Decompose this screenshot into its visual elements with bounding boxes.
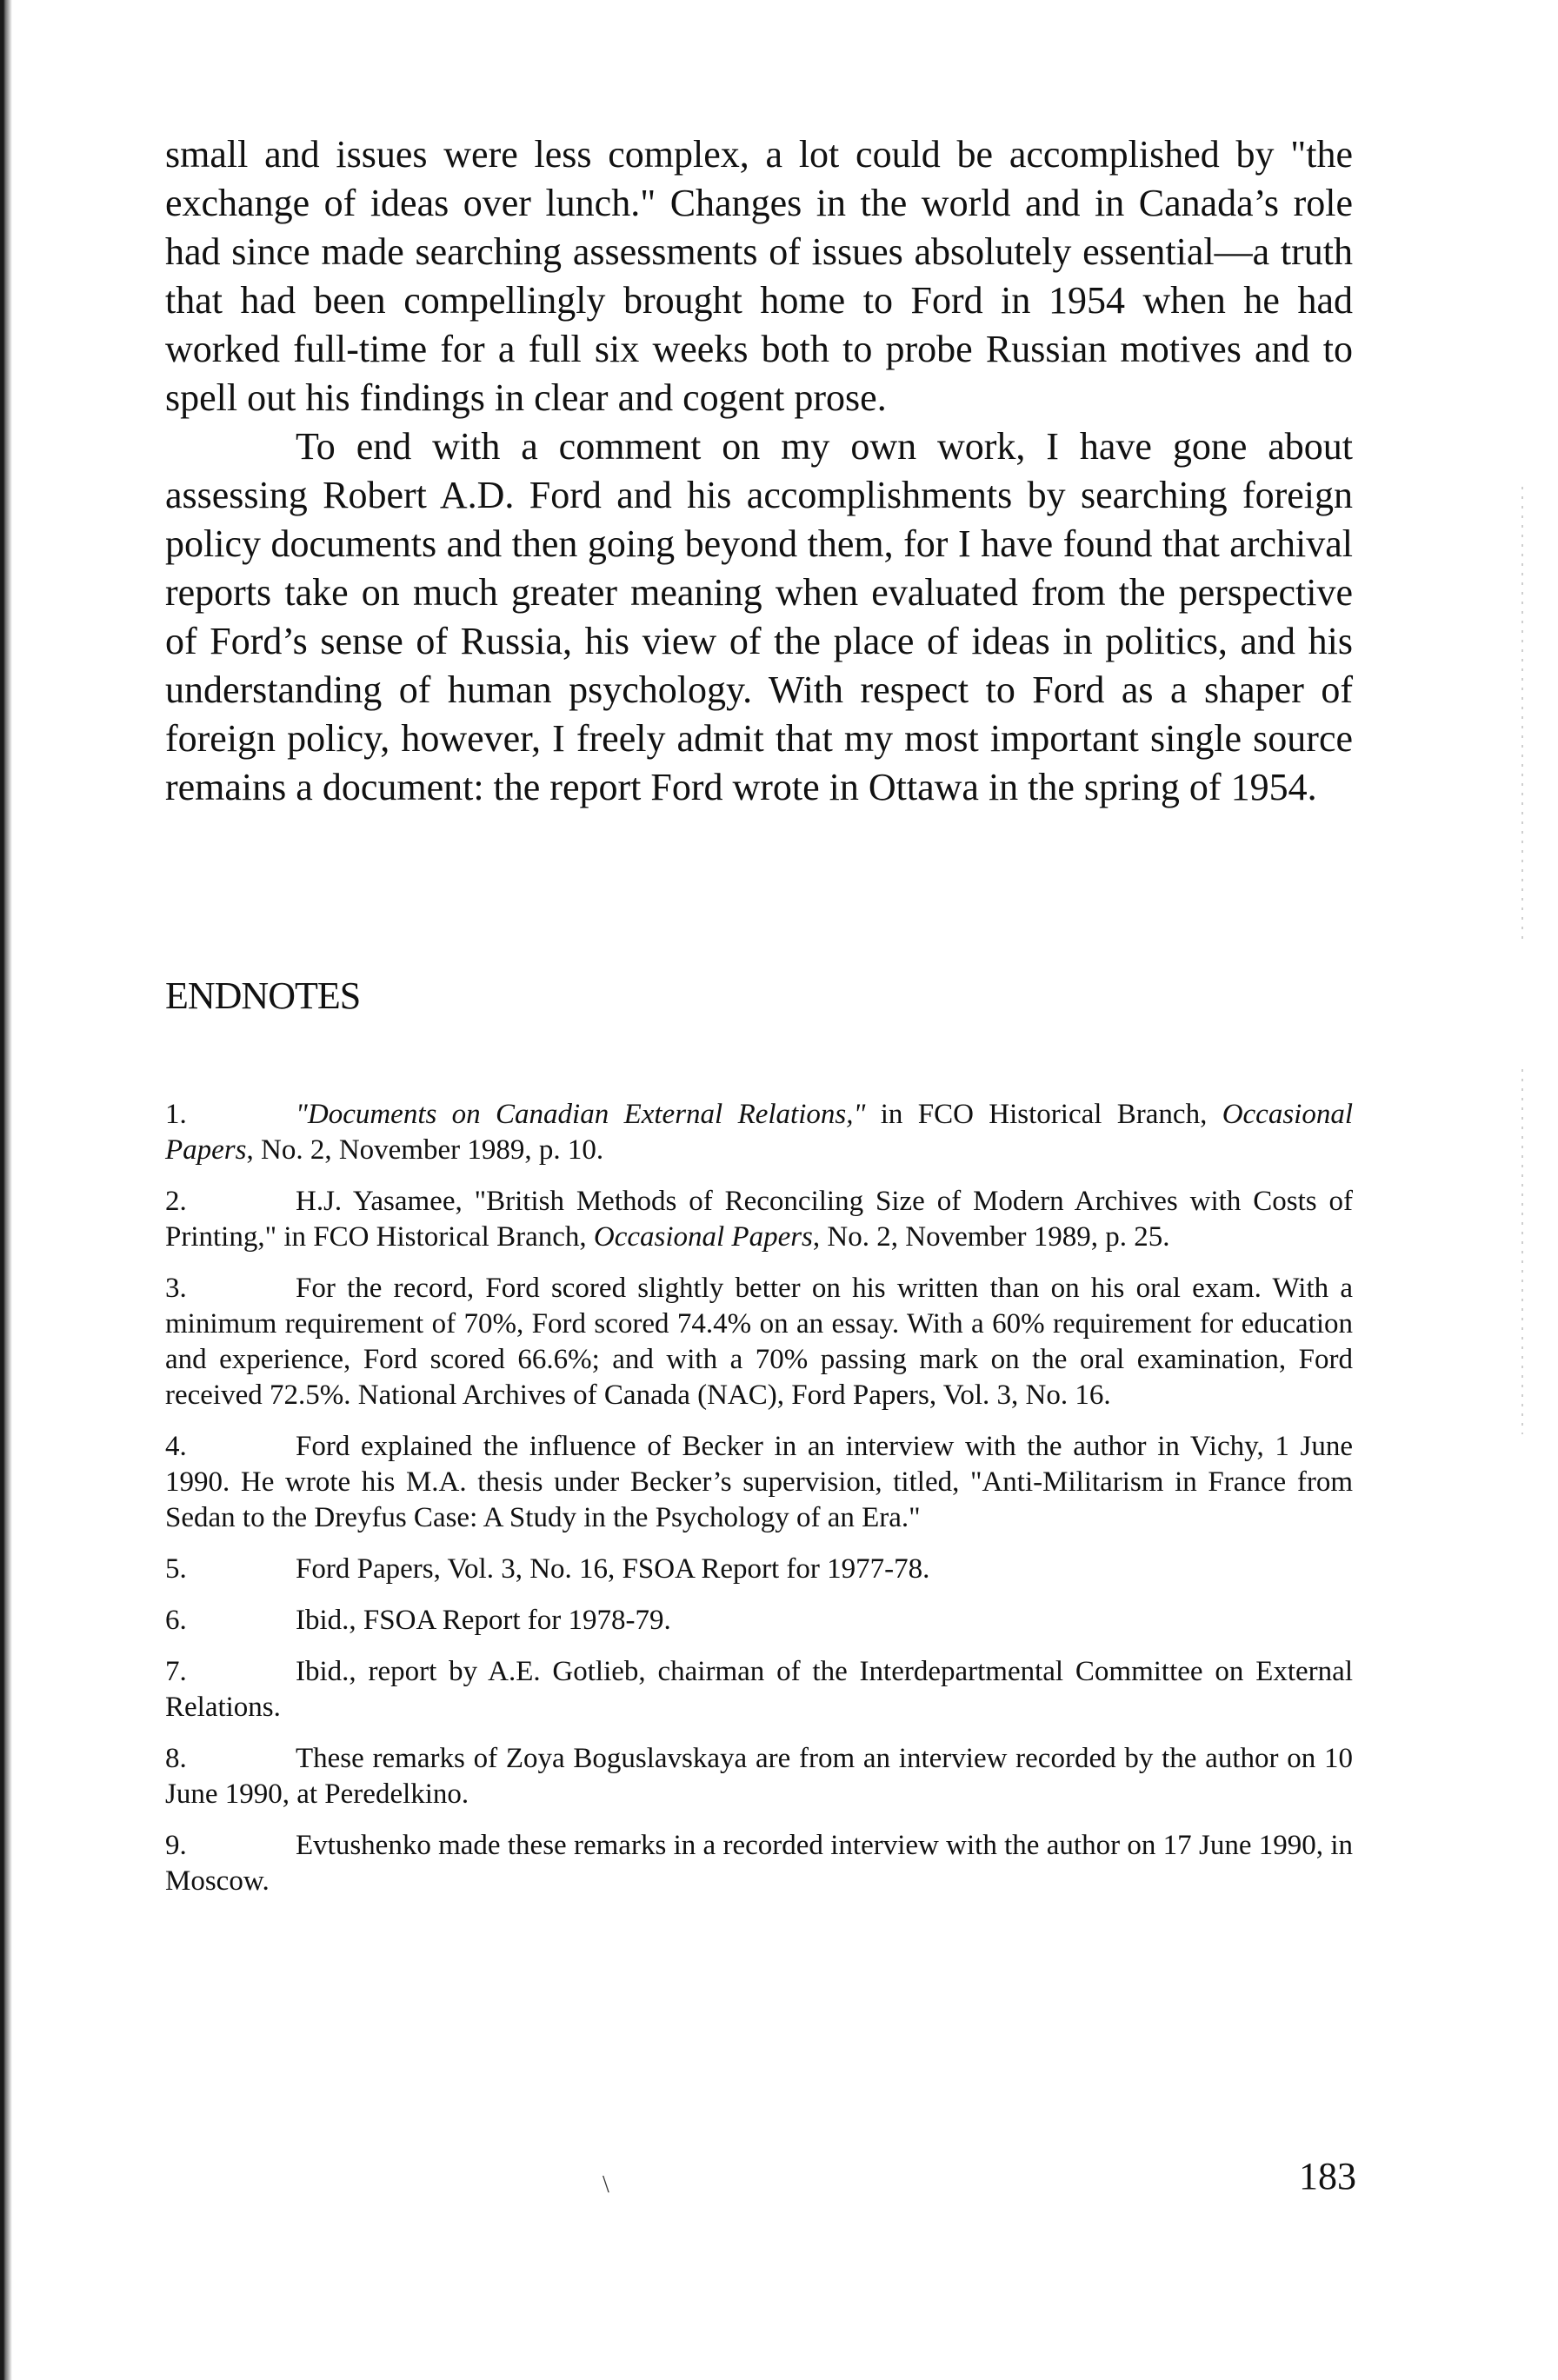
endnote-7 xyxy=(165,1654,1353,1725)
scan-artifact-right-2 xyxy=(1521,1069,1523,1434)
endnote-text: Evtushenko made these remarks in a recorded interview with the author on 17 June 1990, in Moscow. xyxy=(165,1830,1353,1897)
endnote-4 xyxy=(165,1429,1353,1536)
endnote-text: H.J. Yasamee, "British Methods of Reconciling Size of Modern Archives with Costs of Printing," in FCO Historical Branch, xyxy=(165,1186,1353,1253)
endnote-8 xyxy=(165,1741,1353,1812)
endnote-text: For the record, Ford scored slightly better on his written than on his oral exam. With a minimum requirement of 70%, Ford scored 74.4% on an essay. With a 60% requirement for education and experience, Ford scored 66.6%; and with a 70% passing mark on the oral examination, Ford received 72.5%. National Archives of Canada (NAC), Ford Papers, Vol. 3, No. 16. xyxy=(165,1273,1353,1411)
endnotes-heading: ENDNOTES xyxy=(165,974,361,1017)
endnote-text: Ford Papers, Vol. 3, No. 16, FSOA Report for 1977-78. xyxy=(296,1553,930,1585)
endnote-italic-title: "Documents on Canadian External Relations," xyxy=(296,1099,866,1130)
endnote-5 xyxy=(165,1552,1353,1587)
endnote-text: Ibid., FSOA Report for 1978-79. xyxy=(296,1605,671,1636)
page-number: 183 xyxy=(1299,2155,1356,2197)
endnote-italic-series: Occasional Papers xyxy=(593,1221,813,1253)
endnote-text: , No. 2, November 1989, p. 10. xyxy=(246,1134,604,1166)
stray-mark: \ xyxy=(603,2171,609,2198)
body-text xyxy=(165,130,1353,812)
endnote-number: 9. xyxy=(165,1830,187,1861)
endnote-text: These remarks of Zoya Boguslavskaya are from an interview recorded by the author on 10 June 1990, at Peredelkino. xyxy=(165,1743,1353,1810)
endnote-number: 3. xyxy=(165,1273,187,1304)
body-paragraph-1: small and issues were less complex, a lot could be accomplished by "the exchange of ideas over lunch." Changes in the world and in Canada’s role had since made searching assessments of issues absolutely essential—a truth that had been compellingly brought home to Ford in 1954 when he had worked full-time for a full six weeks both to probe Russian motives and to spell out his findings in clear and cogent prose. xyxy=(165,133,1353,419)
endnotes-list xyxy=(165,1097,1353,1915)
endnote-number: 1. xyxy=(165,1099,187,1130)
endnote-2 xyxy=(165,1184,1353,1255)
endnote-italic-series: Occasional Papers xyxy=(165,1099,1353,1166)
body-paragraph-2: To end with a comment on my own work, I have gone about assessing Robert A.D. Ford and his accomplishments by searching foreign policy documents and then going beyond them, for I have found that archival reports take on much greater meaning when evaluated from the perspective of Ford’s sense of Russia, his view of the place of ideas in politics, and his understanding of human psychology. With respect to Ford as a shaper of foreign policy, however, I freely admit that my most important single source remains a document: the report Ford wrote in Ottawa in the spring of 1954. xyxy=(165,425,1353,808)
endnote-number: 4. xyxy=(165,1431,187,1462)
endnote-text: , No. 2, November 1989, p. 25. xyxy=(812,1221,1170,1253)
endnote-1 xyxy=(165,1097,1353,1168)
endnote-6 xyxy=(165,1603,1353,1639)
endnote-3 xyxy=(165,1271,1353,1413)
endnote-text: Ibid., report by A.E. Gotlieb, chairman of the Interdepartmental Committee on External Relations. xyxy=(165,1656,1353,1723)
binding-edge xyxy=(0,0,12,2380)
endnote-text: in FCO Historical Branch, xyxy=(865,1099,1222,1130)
endnote-number: 5. xyxy=(165,1553,187,1585)
scan-artifact-right-1 xyxy=(1521,487,1523,939)
endnote-number: 8. xyxy=(165,1743,187,1774)
endnote-number: 6. xyxy=(165,1605,187,1636)
endnote-number: 2. xyxy=(165,1186,187,1217)
endnote-9 xyxy=(165,1828,1353,1899)
endnote-text: Ford explained the influence of Becker in an interview with the author in Vichy, 1 June 1990. He wrote his M.A. thesis under Becker’s supervision, titled, "Anti-Militarism in France from Sedan to the Dreyfus Case: A Study in the Psychology of an Era." xyxy=(165,1431,1353,1533)
endnote-number: 7. xyxy=(165,1656,187,1687)
